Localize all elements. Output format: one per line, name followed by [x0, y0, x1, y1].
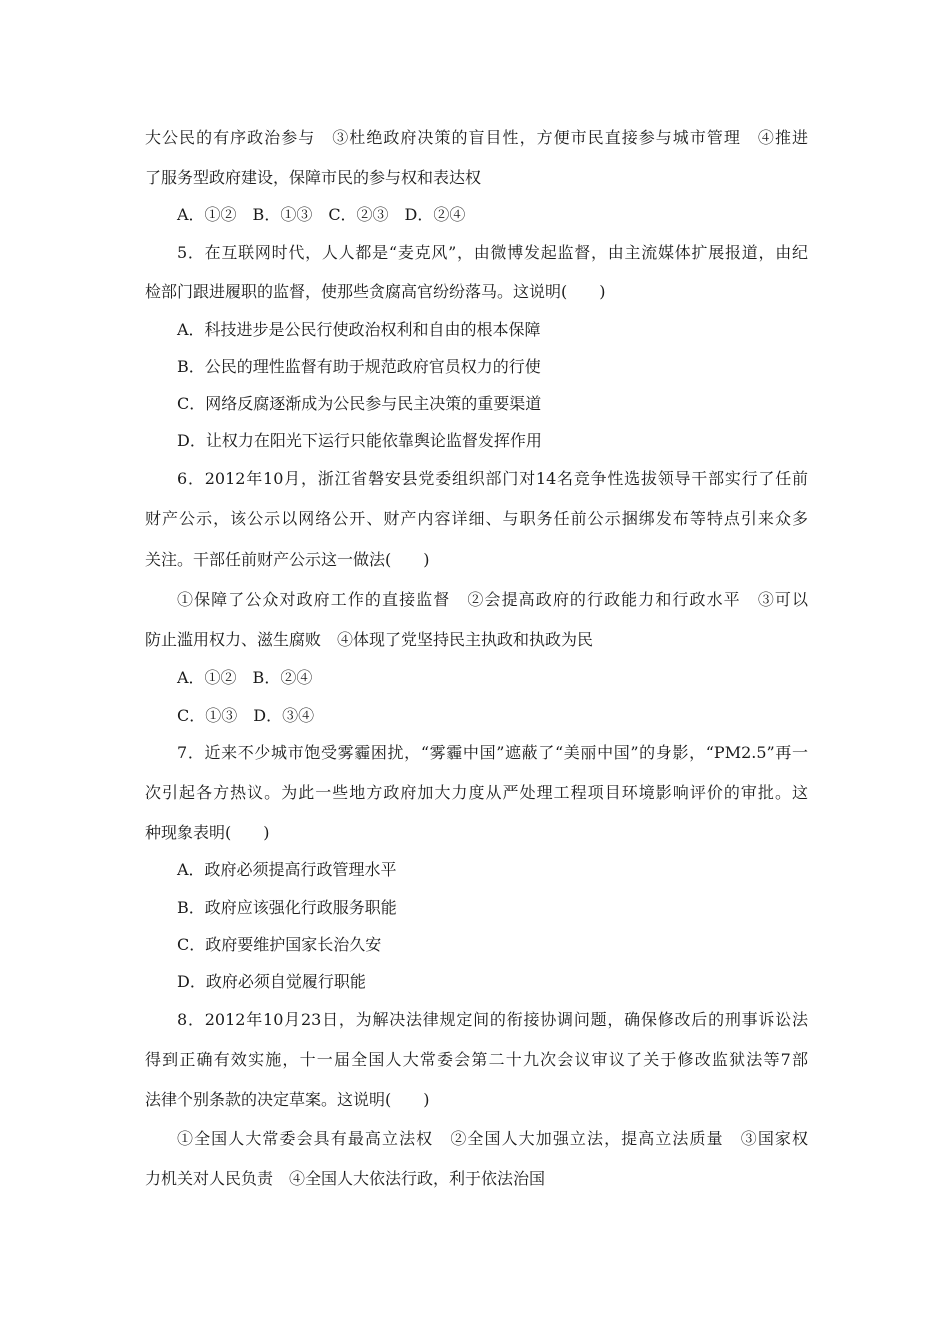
- q8-stem-line-2: 得到正确有效实施，十一届全国人大常委会第二十九次会议审议了关于修改监狱法等7部: [145, 1050, 808, 1069]
- q8-stem-line-1: 8．2012年10月23日，为解决法律规定间的衔接协调问题，确保修改后的刑事诉讼法: [177, 1010, 808, 1029]
- q7-stem-line-3: 种现象表明( ): [145, 823, 270, 842]
- q5-option-b: B．公民的理性监督有助于规范政府官员权力的行使: [177, 357, 541, 376]
- q6-choices-cd: C．①③ D．③④: [177, 706, 315, 725]
- q5-stem-line-1: 5．在互联网时代，人人都是“麦克风”，由微博发起监督，由主流媒体扩展报道，由纪: [177, 243, 808, 262]
- q6-stem-line-2: 财产公示，该公示以网络公开、财产内容详细、与职务任前公示捆绑发布等特点引来众多: [145, 509, 808, 528]
- q4-choices: A．①② B．①③ C．②③ D．②④: [177, 205, 466, 224]
- q4-option-line-1: 大公民的有序政治参与 ③杜绝政府决策的盲目性，方便市民直接参与城市管理 ④推进: [145, 128, 808, 147]
- q5-stem-line-2: 检部门跟进履职的监督，使那些贪腐高官纷纷落马。这说明( ): [145, 282, 606, 301]
- q7-option-b: B．政府应该强化行政服务职能: [177, 898, 397, 917]
- q6-statements-line-2: 防止滥用权力、滋生腐败 ④体现了党坚持民主执政和执政为民: [145, 630, 594, 649]
- q7-option-c: C．政府要维护国家长治久安: [177, 935, 382, 954]
- q4-option-line-2: 了服务型政府建设，保障市民的参与权和表达权: [145, 168, 482, 187]
- q7-stem-line-2: 次引起各方热议。为此一些地方政府加大力度从严处理工程项目环境影响评价的审批。这: [145, 783, 808, 802]
- q6-choices-ab: A．①② B．②④: [177, 668, 313, 687]
- q6-stem-line-1: 6．2012年10月，浙江省磐安县党委组织部门对14名竞争性选拔领导干部实行了任前: [177, 469, 808, 488]
- q8-stem-line-3: 法律个别条款的决定草案。这说明( ): [145, 1090, 430, 1109]
- q5-option-d: D．让权力在阳光下运行只能依靠舆论监督发挥作用: [177, 431, 542, 450]
- q8-statements-line-2: 力机关对人民负责 ④全国人大依法行政，利于依法治国: [145, 1169, 546, 1188]
- q6-stem-line-3: 关注。干部任前财产公示这一做法( ): [145, 550, 430, 569]
- q5-option-a: A．科技进步是公民行使政治权利和自由的根本保障: [177, 320, 541, 339]
- q7-option-a: A．政府必须提高行政管理水平: [177, 860, 397, 879]
- q5-option-c: C．网络反腐逐渐成为公民参与民主决策的重要渠道: [177, 394, 542, 413]
- q8-statements-line-1: ①全国人大常委会具有最高立法权 ②全国人大加强立法，提高立法质量 ③国家权: [177, 1129, 808, 1148]
- q6-statements-line-1: ①保障了公众对政府工作的直接监督 ②会提高政府的行政能力和行政水平 ③可以: [177, 590, 808, 609]
- q7-option-d: D．政府必须自觉履行职能: [177, 972, 366, 991]
- q7-stem-line-1: 7．近来不少城市饱受雾霾困扰，“雾霾中国”遮蔽了“美丽中国”的身影，“PM2.5”再一: [177, 743, 808, 762]
